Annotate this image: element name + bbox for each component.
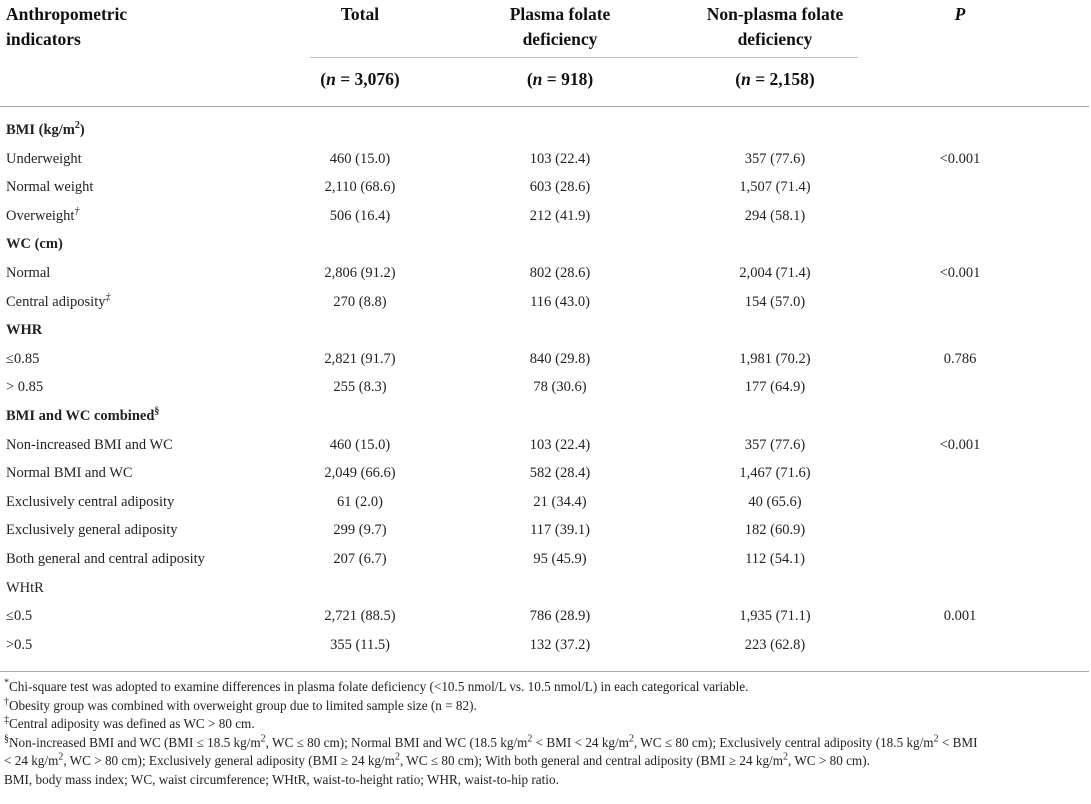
row-label: Normal (6, 265, 51, 281)
table-row (0, 459, 1091, 487)
cell-non-deficiency: 1,935 (71.1) (739, 608, 811, 625)
row-label: WHR (6, 322, 43, 339)
row-label: WC (cm) (6, 236, 63, 253)
row-label: Non-increased BMI and WC (6, 436, 173, 453)
header-total: Total (340, 4, 380, 24)
footnote-section-line2: < 24 $kg/m^2$, WC > 80 cm); Exclusively general adiposity (BMI ≥ 24 $kg/m^2$, WC ≤ 80 cm); With both general and central adiposity (BMI ≥ 24 $kg/m^2$, WC > 80 cm). (4, 751, 870, 769)
header-subrule (310, 57, 858, 58)
cell-total: 61 (2.0) (337, 493, 383, 510)
cell-non-deficiency: 1,507 (71.4) (739, 179, 811, 196)
cell-deficiency: 117 (39.1) (530, 522, 590, 539)
row-label: Overweight† (6, 205, 80, 224)
table-row (0, 173, 1091, 201)
table-bottom-rule (0, 671, 1089, 672)
cell-non-deficiency: 294 (58.1) (744, 207, 806, 224)
row-label: Exclusively central adiposity (6, 493, 175, 510)
footnote-dagger: †Obesity group was combined with overweight group due to limited sample size (n = 82). (4, 696, 477, 713)
cell-non-deficiency: 357 (77.6) (744, 150, 806, 167)
cell-deficiency: 103 (22.4) (529, 436, 591, 453)
footnote-star: *Chi-square test was adopted to examine differences in plasma folate deficiency (<10.5 nmol/L vs. 10.5 nmol/L) in each categorical variable. (4, 677, 749, 694)
cell-non-deficiency: 1,467 (71.6) (739, 465, 811, 482)
cell-deficiency: 603 (28.6) (529, 179, 591, 196)
header-plasma-folate-deficiency: Plasma folate deficiency (509, 4, 611, 49)
table-row (0, 431, 1091, 459)
cell-total: 2,821 (91.7) (324, 350, 396, 367)
table-row (0, 145, 1091, 173)
cell-non-deficiency: 357 (77.6) (744, 436, 806, 453)
table-row (0, 545, 1091, 573)
row-label: WHtR (6, 579, 44, 596)
n-deficiency: (n = 918) (526, 69, 594, 89)
cell-p-value: <0.001 (939, 150, 981, 167)
row-label: > 0.85 (6, 379, 44, 396)
cell-deficiency: 802 (28.6) (529, 265, 591, 281)
n-total: (n = 3,076) (320, 69, 400, 89)
cell-p-value: 0.786 (943, 350, 977, 367)
table-row (0, 288, 1091, 316)
row-label: Both general and central adiposity (6, 551, 205, 567)
cell-deficiency: 78 (30.6) (533, 379, 587, 396)
section-header-row (0, 116, 1091, 144)
header-bottom-rule (0, 106, 1089, 107)
cell-deficiency: 132 (37.2) (529, 636, 591, 653)
table-row (0, 516, 1091, 544)
cell-deficiency: 103 (22.4) (529, 150, 591, 167)
section-header-row (0, 230, 1091, 258)
row-label: BMI $(kg/m^2)$ (6, 120, 85, 138)
table-row (0, 259, 1091, 287)
cell-total: 299 (9.7) (333, 522, 387, 539)
table-row (0, 488, 1091, 516)
cell-total: 506 (16.4) (329, 207, 391, 224)
cell-non-deficiency: 1,981 (70.2) (739, 350, 811, 367)
footnotes (4, 678, 1089, 790)
section-header-row (0, 402, 1091, 430)
footnote-double-dagger: ‡Central adiposity was defined as WC > 80 cm. (4, 714, 255, 732)
cell-deficiency: 212 (41.9) (529, 207, 591, 224)
header-col0-line1: Anthropometric (6, 4, 128, 24)
cell-deficiency: 840 (29.8) (529, 350, 591, 367)
cell-total: 2,049 (66.6) (324, 465, 396, 482)
row-label: Normal BMI and WC (6, 465, 133, 482)
header-p-value: P (954, 4, 966, 24)
table-row (0, 202, 1091, 230)
row-label: >0.5 (6, 636, 33, 653)
cell-p-value: <0.001 (939, 265, 981, 281)
cell-deficiency: 786 (28.9) (529, 608, 591, 625)
footnote-abbreviations: BMI, body mass index; WC, waist circumference; WHtR, waist-to-height ratio; WHR, waist-to-hip ratio. (4, 771, 559, 787)
table-row (0, 574, 1091, 602)
table-row (0, 602, 1091, 630)
cell-total: 2,806 (91.2) (324, 265, 396, 281)
row-label: BMI and WC combined§ (6, 406, 160, 424)
cell-p-value: <0.001 (939, 436, 981, 453)
table-row (0, 345, 1091, 373)
cell-total: 2,110 (68.6) (324, 179, 396, 196)
cell-total: 2,721 (88.5) (324, 608, 396, 625)
header-col0-line2: indicators (6, 29, 81, 49)
cell-non-deficiency: 182 (60.9) (744, 522, 806, 539)
cell-non-deficiency: 2,004 (71.4) (739, 265, 811, 281)
cell-total: 460 (15.0) (329, 150, 391, 167)
footnote-section-line1: §Non-increased BMI and WC (BMI ≤ 18.5 $kg/m^2$, WC ≤ 80 cm); Normal BMI and WC (18.5 $kg/m^2$ < BMI < 24 $kg/m^2$, WC ≤ 80 cm); Exclusively central adiposity (18.5 $kg/m^2$ < BMI (4, 733, 978, 750)
row-label: ≤0.85 (6, 350, 40, 367)
cell-deficiency: 116 (43.0) (530, 293, 590, 310)
header-non-plasma-folate-deficiency: Non-plasma folate deficiency (706, 4, 844, 49)
cell-deficiency: 95 (45.9) (533, 551, 587, 567)
cell-total: 270 (8.8) (333, 293, 387, 310)
header-anthropometric-indicators (6, 2, 127, 52)
n-non-deficiency: (n = 2,158) (735, 69, 815, 89)
cell-p-value: 0.001 (943, 608, 977, 625)
cell-deficiency: 21 (34.4) (533, 493, 587, 510)
row-label: Central adiposity‡ (6, 291, 111, 310)
cell-non-deficiency: 177 (64.9) (744, 379, 806, 396)
row-label: Exclusively general adiposity (6, 522, 178, 539)
cell-non-deficiency: 112 (54.1) (745, 551, 805, 567)
cell-non-deficiency: 223 (62.8) (744, 636, 806, 653)
cell-total: 460 (15.0) (329, 436, 391, 453)
cell-non-deficiency: 40 (65.6) (748, 493, 802, 510)
cell-deficiency: 582 (28.4) (529, 465, 591, 482)
table-row (0, 373, 1091, 401)
cell-non-deficiency: 154 (57.0) (744, 293, 806, 310)
cell-total: 355 (11.5) (330, 636, 390, 653)
row-label: Normal weight (6, 179, 94, 196)
row-label: Underweight (6, 150, 82, 167)
cell-total: 255 (8.3) (333, 379, 387, 396)
table-row (0, 631, 1091, 659)
section-header-row (0, 316, 1091, 344)
row-label: ≤0.5 (6, 608, 33, 625)
cell-total: 207 (6.7) (333, 551, 387, 567)
